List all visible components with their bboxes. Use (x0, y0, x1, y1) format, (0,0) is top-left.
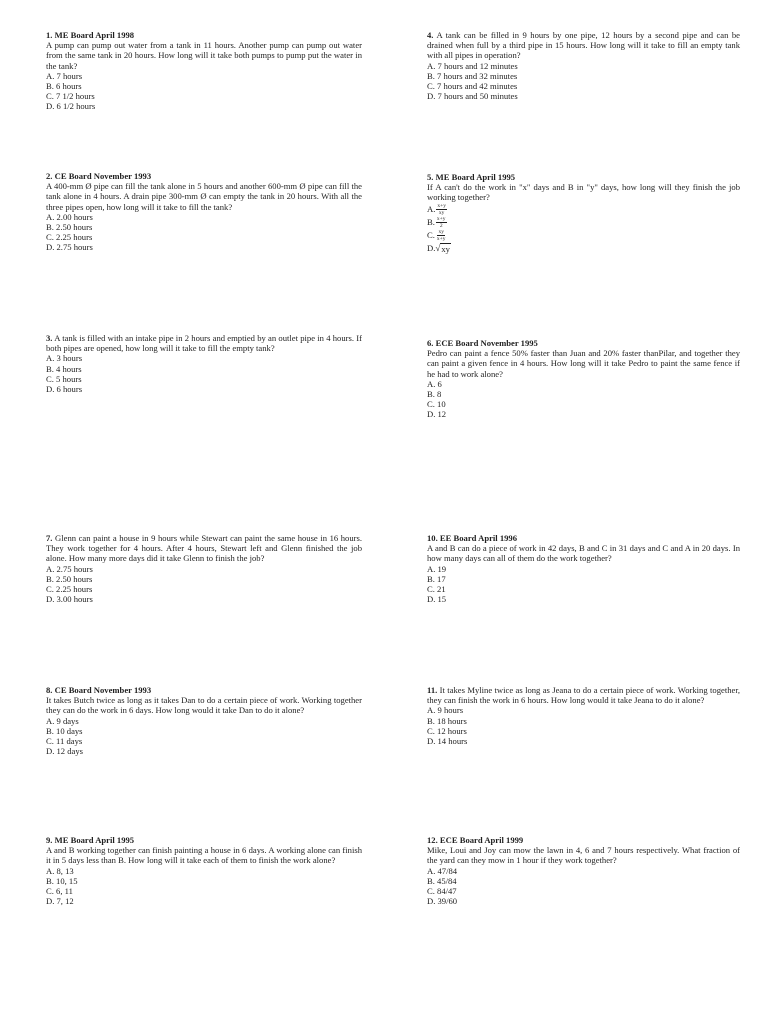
choice-c: C. 7 1/2 hours (46, 91, 95, 102)
choice-b: B. 4 hours (46, 363, 82, 374)
problem-source: ME Board April 1995 (435, 172, 516, 182)
problem-number: 1. (46, 30, 53, 40)
problem-question (46, 533, 362, 564)
choice-a: A. 6 (427, 378, 442, 389)
choice-a (427, 203, 740, 216)
choice-d: D. 2.75 hours (46, 242, 93, 253)
choice-label: A. (427, 204, 436, 214)
choice-d: D. 6 hours (46, 384, 83, 395)
choices-list (46, 564, 362, 605)
choices-list (46, 866, 362, 907)
choice-c: C. 2.25 hours (46, 232, 93, 243)
choice-d: D. 12 days (46, 746, 83, 757)
problem-source: ECE Board November 1995 (435, 338, 538, 348)
problem-question: Mike, Loui and Joy can mow the lawn in 4, 6 and 7 hours respectively. What fraction of the yard can they mow in 1 hour if they work together? (427, 845, 740, 866)
choice-c: C. 12 hours (427, 725, 467, 736)
problem-number: 5. (427, 172, 434, 182)
fraction-denominator: xy (438, 209, 445, 216)
choice-c: C. 6, 11 (46, 886, 73, 897)
fraction-numerator: x+y (436, 215, 446, 222)
problem-question: A and B can do a piece of work in 42 days, B and C in 31 days and C and A in 20 days. In how many days can all of them do the work together? (427, 543, 740, 564)
choice-d: D. 14 hours (427, 736, 468, 747)
problem-heading (427, 533, 740, 543)
choice-b: B. 7 hours and 32 minutes (427, 70, 518, 81)
choice-c: C. 7 hours and 42 minutes (427, 81, 518, 92)
choice-label: D. (427, 243, 436, 253)
problem-number: 10. (427, 533, 438, 543)
choice-a: A. 8, 13 (46, 865, 74, 876)
problem-question (427, 30, 740, 61)
problem-number: 2. (46, 171, 53, 181)
problem-number: 8. (46, 685, 53, 695)
problem-question (46, 333, 362, 353)
problem-number: 12. (427, 835, 438, 845)
problem-source: CE Board November 1993 (54, 685, 152, 695)
choice-d (427, 242, 740, 255)
problem-number: 11. (427, 685, 438, 695)
fraction-denominator: 2 (439, 222, 443, 229)
radicand: xy (441, 243, 450, 254)
problem-source: EE Board April 1996 (439, 533, 518, 543)
choice-c: C. 10 (427, 399, 446, 410)
choice-b: B. 2.50 hours (46, 222, 93, 233)
problem-2 (46, 171, 362, 253)
choice-c: C. 5 hours (46, 373, 82, 384)
choices-list (46, 212, 362, 253)
choice-b: B. 45/84 (427, 875, 457, 886)
problem-number: 3. (46, 333, 53, 343)
choices-list (427, 564, 740, 605)
problem-8 (46, 685, 362, 756)
fraction-numerator: x+y (437, 202, 446, 209)
choice-b: B. 8 (427, 389, 442, 400)
choice-a: A. 2.00 hours (46, 211, 93, 222)
problem-question-text: A tank can be filled in 9 hours by one pipe, 12 hours by a second pipe and can be drained when full by a third pipe in 15 hours. How long will it take to fill an empty tank with all pipes in operation? (427, 30, 740, 61)
choice-label: B. (427, 217, 435, 227)
choice-a: A. 9 days (46, 715, 79, 726)
problem-question-text: It takes Myline twice as long as Jeana to do a certain piece of work. Working together, they can finish the work in 6 hours. How long would it take Jeana to do it alone? (427, 685, 740, 706)
choice-c: C. 2.25 hours (46, 584, 93, 595)
choices-list (427, 705, 740, 746)
choices-list (427, 61, 740, 102)
problem-heading (427, 338, 740, 348)
problem-5 (427, 172, 740, 255)
problem-number: 7. (46, 533, 53, 543)
choice-a: A. 19 (427, 563, 447, 574)
problem-question: A 400-mm Ø pipe can fill the tank alone in 5 hours and another 600-mm Ø pipe can fill the tank alone in 4 hours. A drain pipe 300-mm Ø can empty the tank in 20 hours. With all the three pipes open, how long will it take to fill the tank? (46, 181, 362, 212)
fraction-numerator: xy (438, 228, 444, 235)
choices-list (46, 353, 362, 394)
problem-7 (46, 533, 362, 604)
choice-label: C. (427, 230, 435, 240)
choice-a: A. 3 hours (46, 353, 83, 364)
problem-question: A and B working together can finish painting a house in 6 days. A working alone can finish it in 5 days less than B. How long will it take each of them to finish the work alone? (46, 845, 362, 866)
problem-heading (427, 835, 740, 845)
choice-d: D. 39/60 (427, 896, 458, 907)
choices-list (46, 716, 362, 757)
choice-d: D. 15 (427, 594, 447, 605)
choices-list (427, 379, 740, 420)
problem-heading (46, 171, 362, 181)
problem-question: Pedro can paint a fence 50% faster than Juan and 20% faster thanPilar, and together they can paint a given fence in 4 hours. How long will it take Pedro to paint the same fence if he had to work alone? (427, 348, 740, 379)
problem-question: It takes Butch twice as long as it takes Dan to do a certain piece of work. Working together they can do the work in 6 days. How long would it take Dan to do it alone? (46, 695, 362, 716)
choice-d: D. 12 (427, 409, 447, 420)
problem-question (427, 685, 740, 705)
problem-3 (46, 333, 362, 394)
problem-number: 6. (427, 338, 434, 348)
problem-number: 4. (427, 30, 434, 40)
choice-c: C. 21 (427, 584, 446, 595)
choice-a: A. 2.75 hours (46, 563, 93, 574)
choices-list (427, 203, 740, 255)
fraction (436, 216, 447, 229)
choice-b: B. 2.50 hours (46, 573, 93, 584)
problem-1 (46, 30, 362, 112)
choice-c: C. 11 days (46, 736, 83, 747)
choice-b: B. 10, 15 (46, 875, 78, 886)
fraction (436, 203, 447, 216)
problem-10 (427, 533, 740, 604)
problem-question-text: Glenn can paint a house in 9 hours while Stewart can paint the same house in 16 hours. They work together for 4 hours. After 4 hours, Stewart left and Glenn finished the job alone. How many more days did it take Glenn to finish the job? (46, 533, 362, 564)
choices-list (427, 866, 740, 907)
problem-11 (427, 685, 740, 746)
problem-heading (46, 685, 362, 695)
choice-d: D. 3.00 hours (46, 594, 93, 605)
problem-4 (427, 30, 740, 101)
choice-c (427, 229, 740, 242)
problem-source: ME Board April 1995 (54, 835, 135, 845)
fraction (436, 229, 447, 242)
choice-b: B. 17 (427, 573, 446, 584)
problem-number: 9. (46, 835, 53, 845)
choice-b (427, 216, 740, 229)
choice-a: A. 9 hours (427, 705, 464, 716)
problem-question: If A can't do the work in "x" days and B in "y" days, how long will they finish the job working together? (427, 182, 740, 203)
choice-a: A. 47/84 (427, 865, 458, 876)
choice-a: A. 7 hours and 12 minutes (427, 60, 518, 71)
problem-source: ECE Board April 1999 (439, 835, 524, 845)
problem-source: CE Board November 1993 (54, 171, 152, 181)
problem-heading (427, 172, 740, 182)
problem-question-text: A tank is filled with an intake pipe in 2 hours and emptied by an outlet pipe in 4 hours. If both pipes are opened, how long will it take to fill the empty tank? (46, 333, 362, 354)
problem-question: A pump can pump out water from a tank in 11 hours. Another pump can pump out water from the same tank in 20 hours. How long will it take both pumps to pump put the water in the tank? (46, 40, 362, 71)
choice-d: D. 7 hours and 50 minutes (427, 91, 518, 102)
choice-b: B. 6 hours (46, 81, 82, 92)
square-root-icon: √ (435, 243, 441, 253)
problem-source: ME Board April 1998 (54, 30, 135, 40)
problem-12 (427, 835, 740, 906)
choice-b: B. 10 days (46, 725, 83, 736)
choice-a: A. 7 hours (46, 70, 83, 81)
choice-d: D. 6 1/2 hours (46, 101, 96, 112)
fraction-denominator: x+y (436, 235, 446, 242)
problem-heading (46, 30, 362, 40)
problem-9 (46, 835, 362, 906)
choice-d: D. 7, 12 (46, 896, 74, 907)
problem-heading (46, 835, 362, 845)
choices-list (46, 71, 362, 112)
choice-c: C. 84/47 (427, 886, 457, 897)
choice-b: B. 18 hours (427, 715, 467, 726)
problem-6 (427, 338, 740, 420)
